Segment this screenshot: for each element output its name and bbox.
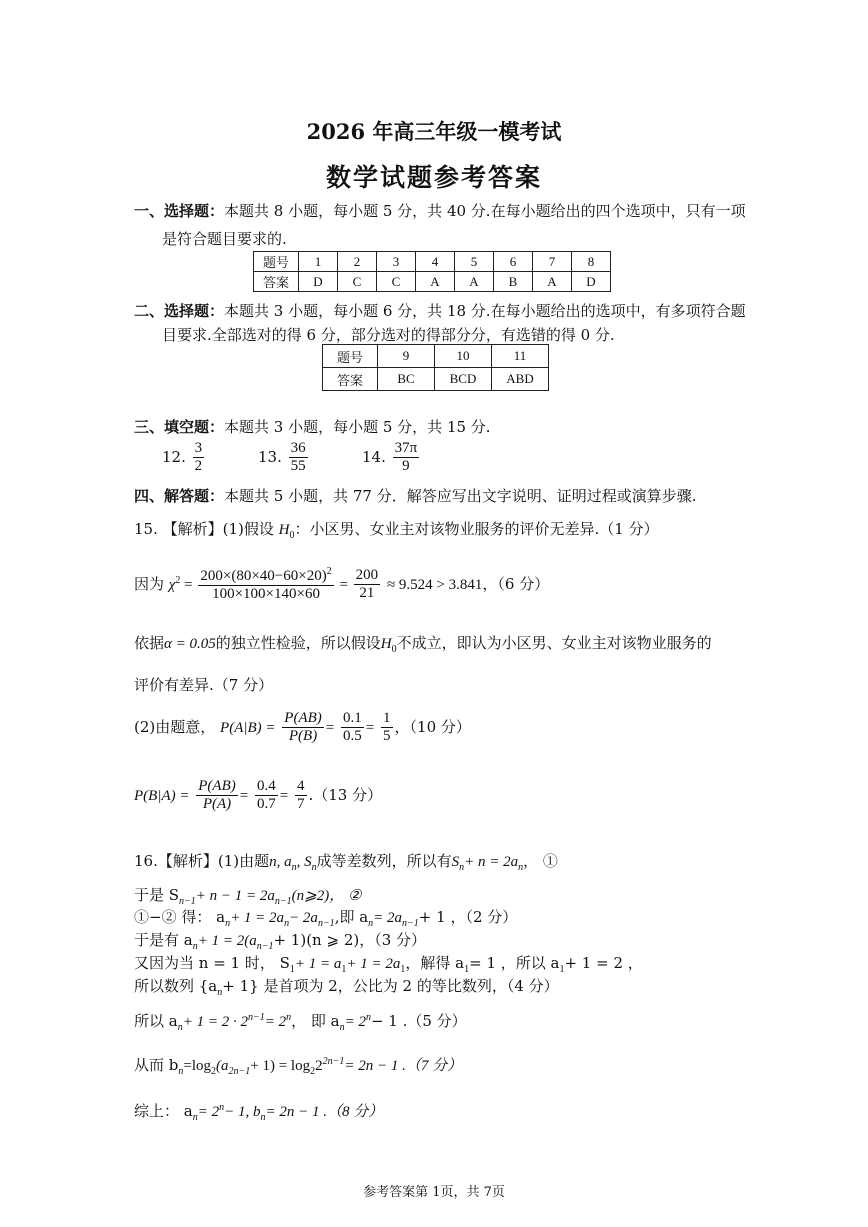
q16-line2: 于是 $S_{n-1}+ n - 1$ = $2a_{n-1}(n⩾2)$， ② xyxy=(134,886,362,907)
section3-text: 本题共 3 小题，每小题 5 分，共 15 分. xyxy=(224,418,491,436)
table-cell: 7 xyxy=(533,252,572,272)
q15-hypothesis: 15. 【解析】(1)假设 $H_0$：小区男、女业主对该物业服务的评价无差异.（1 分） xyxy=(134,520,659,541)
fraction: $\frac{36}{55}$ xyxy=(290,440,306,475)
q16-line7: 所以 $a_n+ 1 = 2 \cdot 2^{n-1}= 2^n$， 即 $a_n= 2^n- 1$ .（5 分） xyxy=(134,1012,467,1033)
table-row xyxy=(254,272,611,292)
section1-label: 一、选择题： xyxy=(134,202,225,220)
question-number: 14. xyxy=(362,447,386,466)
table-cell: 8 xyxy=(572,252,611,272)
fraction: $\frac{37\pi}{9}$ xyxy=(394,440,418,475)
table-cell: 9 xyxy=(378,345,435,368)
fraction: $\frac{4}{7}$ xyxy=(297,778,305,813)
table-cell: C xyxy=(377,272,416,292)
section4-line xyxy=(134,485,697,506)
question-number: 13. xyxy=(258,447,282,466)
table-cell: 6 xyxy=(494,252,533,272)
q16-line5: 又因为当 n = 1 时， $S_1+ 1 = a_1+ 1 = 2a_1$，解得 $a_1= 1$ ，所以 $a_1+ 1 = 2$ ， xyxy=(134,954,643,975)
table-cell: D xyxy=(299,272,338,292)
fraction: $\frac{200}{21}$ xyxy=(355,567,379,602)
q15-conclusion: 评价有差异.（7 分） xyxy=(134,676,274,694)
section2-text: 本题共 3 小题，每小题 6 分，共 18 分.在每小题给出的选项中，有多项符合题 xyxy=(224,302,746,320)
section4-label: 四、解答题： xyxy=(134,487,225,505)
q16-line6: 所以数列 $\{a_n+ 1\}$ 是首项为 2，公比为 2 的等比数列，（4 分） xyxy=(134,977,559,998)
section3-label: 三、填空题： xyxy=(134,418,225,436)
fraction: $\frac{1}{5}$ xyxy=(383,710,391,745)
section4-text: 本题共 5 小题，共 77 分．解答应写出文字说明、证明过程或演算步骤. xyxy=(224,487,697,505)
q16-line3: ①−② 得： $a_n+ 1 = 2a_n- 2a_{n-1}$,即 $a_n= 2a_{n-1}+ 1$ ，（2 分） xyxy=(134,908,518,929)
table-cell: A xyxy=(416,272,455,292)
section2-label: 二、选择题： xyxy=(134,302,225,320)
q16-line4: 于是有 $a_n+ 1 = 2(a_{n-1}+ 1)(n$ ⩾ 2)，（3 分） xyxy=(134,931,427,952)
table-cell: C xyxy=(338,272,377,292)
fill-answer-14 xyxy=(362,440,421,476)
table-cell: A xyxy=(455,272,494,292)
table-header-cell: 题号 xyxy=(323,345,378,368)
q16-line1: 16.【解析】(1)由题n, $a_n$, $S_n$成等差数列，所以有$S_n+ n = 2a_n$， ① xyxy=(134,852,558,873)
fill-answer-12 xyxy=(162,440,206,476)
table-cell: 4 xyxy=(416,252,455,272)
fraction: $\frac{0.1}{0.5}$ xyxy=(343,710,362,745)
fraction: $\frac{0.4}{0.7}$ xyxy=(257,778,276,813)
fraction: $\frac{P(AB)}{P(A)}$ xyxy=(198,778,236,813)
table-row xyxy=(323,368,549,391)
section3-line xyxy=(134,416,491,437)
fill-answer-13 xyxy=(258,440,310,476)
table-cell: D xyxy=(572,272,611,292)
section1-answer-table xyxy=(253,251,611,292)
exam-title: 2026 年高三年级一模考试 xyxy=(306,119,562,144)
q15-alpha-line: 依据α = 0.05的独立性检验，所以假设$H_0$不成立，即认为小区男、女业主对该物业服务的 xyxy=(134,634,712,655)
table-header-cell: 答案 xyxy=(323,368,378,391)
table-header-cell: 答案 xyxy=(254,272,299,292)
q15-part2-line2: P(B|A) = $\frac{P(AB)}{P(A)}$ = $\frac{0.4}{0.7}$ = $\frac{4}{7}$ .（13 分） xyxy=(134,778,383,813)
section2-line2: 目要求.全部选对的得 6 分，部分选对的得部分分，有选错的得 0 分. xyxy=(162,326,615,344)
section2-answer-table xyxy=(322,344,549,391)
q15-chi-square: 因为 $\chi^2$ = $\frac{200\times(80\times 40-60\times 20)^2}{100\times 100\times 140\times 60}$ = $\frac{200}{21}$ ≈ 9.524 > 3.841，（6 分） xyxy=(134,566,550,603)
section1-text: 本题共 8 小题，每小题 5 分，共 40 分.在每小题给出的四个选项中，只有一项 xyxy=(224,202,746,220)
q16-line8: 从而 $b_n=\log_2(a_{2n-1}+ 1) = \log_22^{2n-1}= 2n - 1$ .（7 分） xyxy=(134,1056,463,1077)
table-cell: 5 xyxy=(455,252,494,272)
table-cell: ABD xyxy=(492,368,549,391)
table-cell: 10 xyxy=(435,345,492,368)
table-row xyxy=(254,252,611,272)
section2-line1 xyxy=(134,300,746,321)
fraction: $\frac{3}{2}$ xyxy=(194,440,203,475)
section1-line1 xyxy=(134,200,746,221)
table-cell: 11 xyxy=(492,345,549,368)
table-cell: 2 xyxy=(338,252,377,272)
table-cell: 3 xyxy=(377,252,416,272)
table-row xyxy=(323,345,549,368)
table-cell: BCD xyxy=(435,368,492,391)
fraction: $\frac{200\times(80\times 40-60\times 20)^2}{100\times 100\times 140\times 60}$ xyxy=(200,566,332,603)
q16-summary: 综上： $a_n= 2^n- 1$, $b_n= 2n - 1$ .（8 分） xyxy=(134,1102,384,1123)
table-cell: BC xyxy=(378,368,435,391)
section1-line2: 是符合题目要求的. xyxy=(162,230,287,248)
table-cell: A xyxy=(533,272,572,292)
fraction: $\frac{P(AB)}{P(B)}$ xyxy=(284,710,322,745)
table-cell: 1 xyxy=(299,252,338,272)
question-number: 12. xyxy=(162,447,186,466)
q15-part2-line1: (2)由题意， P(A|B) = $\frac{P(AB)}{P(B)}$ = $\frac{0.1}{0.5}$ = $\frac{1}{5}$ ，（10 分） xyxy=(134,710,471,745)
page-footer: 参考答案第 1页，共 7页 xyxy=(363,1185,505,1200)
table-cell: B xyxy=(494,272,533,292)
answer-key-title: 数学试题参考答案 xyxy=(325,163,542,192)
table-header-cell: 题号 xyxy=(254,252,299,272)
